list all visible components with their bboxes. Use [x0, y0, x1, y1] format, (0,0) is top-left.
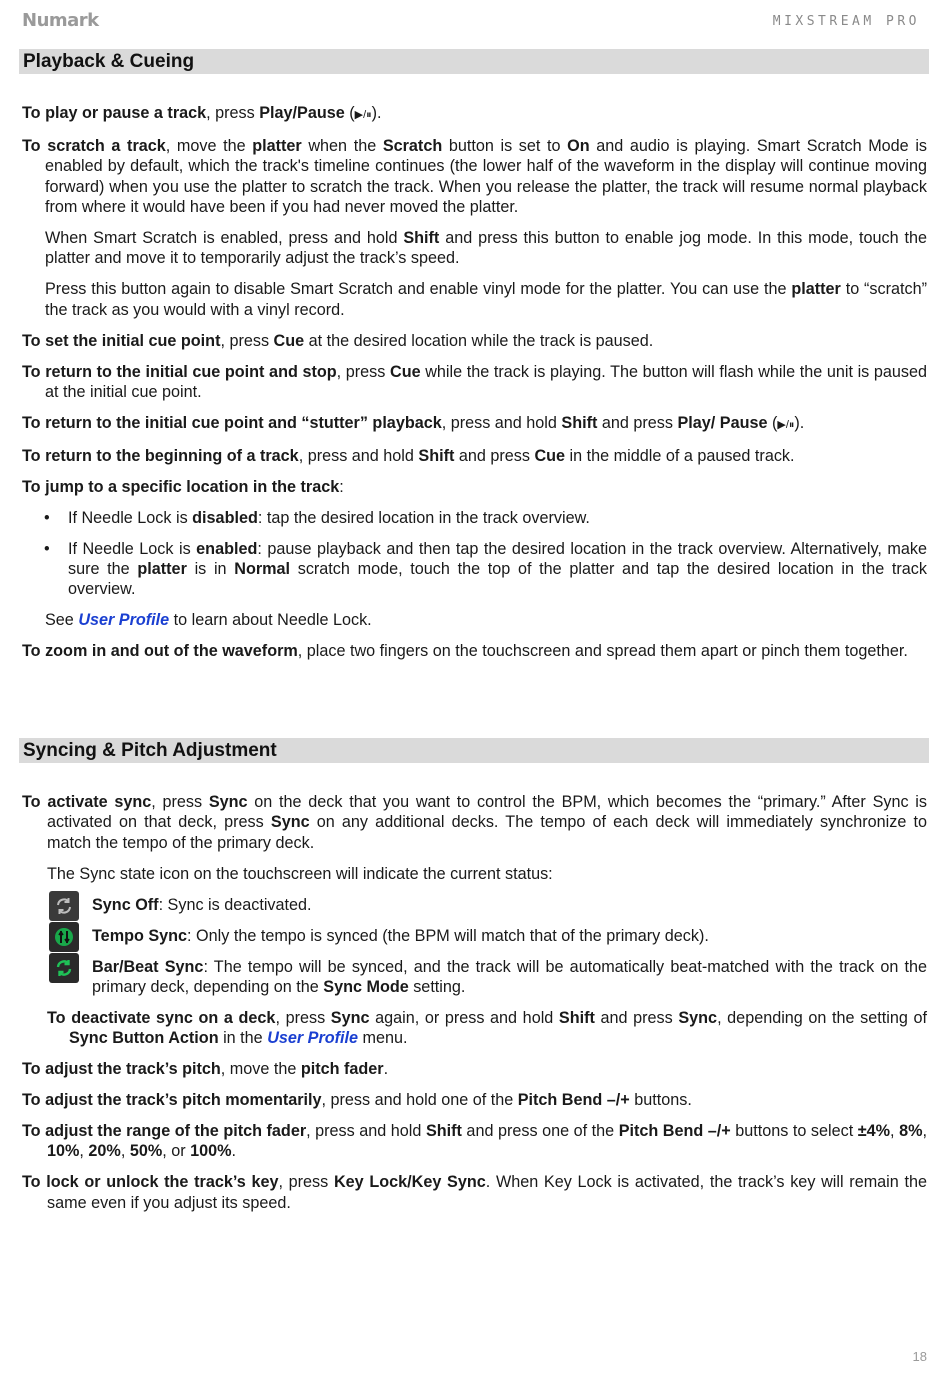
sync-content	[22, 792, 927, 1224]
bullet-icon: •	[44, 539, 50, 558]
paragraph-scratch: To scratch a track, move the platter when the Scratch button is set to On and audio is playing. Smart Scratch Mode is enabled by default, which the track's timeline continues (the lower half of the waveform in the display will continue moving forward) when you use the platter to scratch the track. When you release the platter, the track will resume normal playback from where it would have been if you had never moved the platter.	[22, 136, 928, 217]
paragraph-sync-state: The Sync state icon on the touchscreen will indicate the current status:	[47, 864, 553, 883]
paragraph-key-lock: To lock or unlock the track’s key, press Key Lock/Key Sync. When Key Lock is activated, the track’s key will remain the same even if you adjust its speed.	[22, 1173, 927, 1212]
playback-content	[22, 103, 927, 672]
user-profile-link[interactable]: User Profile	[78, 611, 170, 630]
paragraph-vinyl-mode: Press this button again to disable Smart Scratch and enable vinyl mode for the platter. You can use the platter to “scratch” the track as you would with a vinyl record.	[45, 280, 927, 319]
paragraph-adjust-pitch: To adjust the track’s pitch, move the pitch fader.	[22, 1060, 389, 1079]
page-number: 18	[912, 1349, 927, 1364]
paragraph-smart-scratch: When Smart Scratch is enabled, press and hold Shift and press this button to enable jog mode. In this mode, touch the platter and move it to temporarily adjust the track’s speed.	[45, 229, 927, 268]
sync-state-bar-beat: Bar/Beat Sync: The tempo will be synced, and the track will be automatically beat-matched with the track on the primary deck, depending on the Sync Mode setting.	[22, 957, 927, 998]
section-header-playback	[19, 49, 929, 74]
section-title: Syncing & Pitch Adjustment	[23, 740, 277, 761]
paragraph-pitch-momentarily: To adjust the track’s pitch momentarily, press and hold one of the Pitch Bend –/+ buttons.	[22, 1091, 692, 1110]
paragraph-jump: To jump to a specific location in the track:	[22, 477, 344, 496]
section-title: Playback & Cueing	[23, 51, 195, 72]
paragraph-deactivate-sync: To deactivate sync on a deck, press Sync again, or press and hold Shift and press Sync, depending on the setting of Sync Button Action in the User Profile menu.	[47, 1008, 927, 1048]
bullet-icon: •	[44, 508, 50, 527]
paragraph-play-pause: To play or pause a track, press Play/Pause (▶/⏸).	[22, 104, 382, 122]
sync-state-tempo: Tempo Sync: Only the tempo is synced (the BPM will match that of the primary deck).	[22, 926, 927, 957]
play-pause-icon: ▶/⏸	[354, 109, 372, 121]
paragraph-set-cue: To set the initial cue point, press Cue at the desired location while the track is paused.	[22, 331, 654, 350]
paragraph-beginning: To return to the beginning of a track, press and hold Shift and press Cue in the middle of a paused track.	[22, 446, 795, 465]
bar-beat-sync-icon	[49, 953, 79, 983]
paragraph-activate-sync: To activate sync, press Sync on the deck that you want to control the BPM, which becomes the “primary.” After Sync is activated on that deck, press Sync on any additional decks. The tempo of each deck will immediately synchronize to match the tempo of the primary deck.	[22, 793, 927, 852]
bullet-needle-lock-disabled: • If Needle Lock is disabled: tap the desired location in the track overview.	[44, 508, 590, 527]
paragraph-see-user-profile: See User Profile to learn about Needle Lock.	[45, 611, 372, 630]
bullet-needle-lock-enabled: • If Needle Lock is enabled: pause playback and then tap the desired location in the track overview. Alternatively, make sure the platter is in Normal scratch mode, touch the top of the platter and tap the desired location in the track overview.	[44, 539, 928, 599]
paragraph-pitch-range: To adjust the range of the pitch fader, press and hold Shift and press one of the Pitch Bend –/+ buttons to select ±4%, 8%, 10%, 20%, 50%, or 100%.	[22, 1122, 927, 1161]
paragraph-zoom: To zoom in and out of the waveform, place two fingers on the touchscreen and spread them apart or pinch them together.	[22, 642, 908, 661]
user-profile-link[interactable]: User Profile	[267, 1029, 359, 1048]
brand-logo: Numark	[22, 10, 99, 31]
play-pause-icon: ▶/⏸	[777, 418, 795, 431]
section-header-syncing	[19, 738, 929, 763]
paragraph-stutter: To return to the initial cue point and “stutter” playback, press and hold Shift and press Play/ Pause (▶/⏸).	[22, 413, 805, 432]
sync-state-off: Sync Off: Sync is deactivated.	[22, 895, 927, 926]
tempo-sync-icon	[49, 922, 79, 952]
product-name: MIXSTREAM PRO	[772, 14, 920, 29]
sync-off-icon	[49, 891, 79, 921]
paragraph-return-cue-stop: To return to the initial cue point and stop, press Cue while the track is playing. The button will flash while the unit is paused at the initial cue point.	[22, 362, 928, 401]
